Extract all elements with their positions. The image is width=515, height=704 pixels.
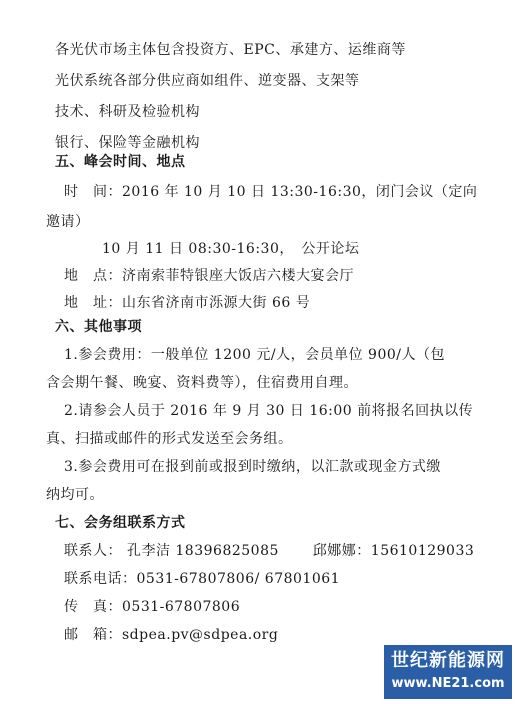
- contact-person-1: 孔李洁 18396825085: [126, 543, 279, 559]
- item1-continuation: 含会期午餐、晚宴、资料费等），住宿费用自理。: [46, 375, 358, 391]
- section-heading-contact: 七、会务组联系方式: [55, 515, 186, 531]
- section-heading-time-place: 五、峰会时间、地点: [55, 154, 186, 170]
- fax-value: 0531-67807806: [122, 599, 241, 615]
- participant-line: 各光伏市场主体包含投资方、EPC、承建方、运维商等: [55, 42, 406, 58]
- phone-value: 0531-67807806/ 67801061: [136, 571, 341, 587]
- contact-person-2: 邱娜娜：15610129033: [312, 543, 475, 559]
- address-value: 山东省济南市泺源大街 66 号: [122, 295, 311, 311]
- participant-line: 银行、保险等金融机构: [55, 135, 200, 151]
- phone-line: [0, 570, 515, 588]
- email-value[interactable]: sdpea.pv@sdpea.org: [122, 627, 279, 643]
- time-label: 时 间：: [64, 184, 122, 200]
- item2-continuation: 真、扫描或邮件的形式发送至会务组。: [46, 431, 293, 447]
- email-label: 邮 箱：: [64, 627, 122, 643]
- fax-line: [0, 598, 515, 616]
- item3-line: 3.参会费用可在报到前或报到时缴纳，以汇款或现金方式缴: [64, 459, 441, 475]
- email-line: [0, 626, 515, 644]
- site-watermark-logo: [384, 645, 512, 699]
- item2-line: 2.请参会人员于 2016 年 9 月 30 日 16:00 前将报名回执以传: [64, 403, 474, 419]
- phone-label: 联系电话：: [64, 571, 137, 587]
- item1-line: 1.参会费用：一般单位 1200 元/人，会员单位 900/人（包: [64, 347, 445, 363]
- contact-label: 联系人：: [64, 543, 122, 559]
- participant-line: 光伏系统各部分供应商如组件、逆变器、支架等: [55, 73, 360, 89]
- time-line: [0, 183, 515, 201]
- time-value-day2: 10 月 11 日 08:30-16:30， 公开论坛: [102, 241, 360, 257]
- place-value: 济南索菲特银座大饭店六楼大宴会厅: [122, 268, 354, 284]
- address-label: 地 址：: [64, 295, 122, 311]
- fax-label: 传 真：: [64, 599, 122, 615]
- address-line: [0, 294, 515, 312]
- place-line: [0, 267, 515, 285]
- watermark-name: 世纪新能源网: [391, 650, 505, 671]
- watermark-url: www.NE21.com: [391, 676, 505, 691]
- time-value: 2016 年 10 月 10 日 13:30-16:30，闭门会议（定向: [122, 184, 478, 200]
- place-label: 地 点：: [64, 268, 122, 284]
- time-continuation: 邀请）: [46, 214, 90, 230]
- item3-continuation: 纳均可。: [46, 487, 104, 503]
- contact-line: [0, 542, 515, 560]
- participant-line: 技术、科研及检验机构: [55, 104, 200, 120]
- section-heading-other: 六、其他事项: [55, 319, 142, 335]
